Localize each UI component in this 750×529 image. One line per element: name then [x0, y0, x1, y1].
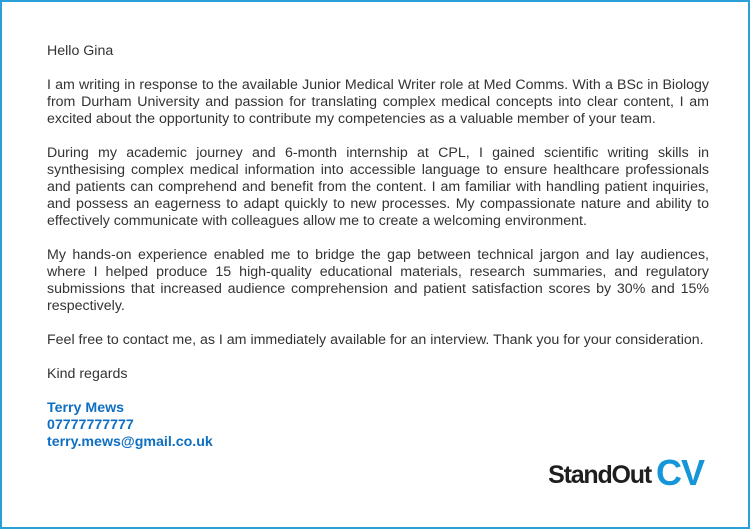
- paragraph-experience: During my academic journey and 6-month internship at CPL, I gained scientific writing skills in synthesising complex medical information into accessible language to ensure healthcare professionals and patients can comprehend and benefit from the content. I am familiar with handling patient inquiries, and possess an eagerness to adapt quickly to new processes. My compassionate nature and ability to effectively communicate with colleagues allow me to create a welcoming environment.: [47, 145, 709, 229]
- standout-cv-logo: [548, 452, 704, 493]
- signature-name: Terry Mews: [47, 400, 125, 416]
- paragraph-achievements: My hands-on experience enabled me to bridge the gap between technical jargon and lay audiences, where I helped produce 15 high-quality educational materials, research summaries, and regulatory submissions that increased audience comprehension and patient satisfaction scores by 30% and 15% respectively.: [47, 247, 709, 314]
- closing: Kind regards: [47, 366, 128, 382]
- logo-wordmark: StandOut: [548, 461, 651, 489]
- greeting: Hello Gina: [47, 43, 114, 59]
- paragraph-contact: Feel free to contact me, as I am immediately available for an interview. Thank you for your consideration.: [47, 332, 704, 348]
- signature-email: terry.mews@gmail.co.uk: [47, 434, 213, 450]
- logo-cv-accent: CV: [655, 452, 704, 493]
- signature-block: [47, 400, 709, 451]
- paragraph-intro: I am writing in response to the available Junior Medical Writer role at Med Comms. With a BSc in Biology from Durham University and passion for translating complex medical concepts into clear content, I am excited about the opportunity to contribute my competencies as a valuable member of your team.: [47, 77, 709, 127]
- signature-phone: 07777777777: [47, 417, 134, 433]
- letter-body: [47, 43, 709, 451]
